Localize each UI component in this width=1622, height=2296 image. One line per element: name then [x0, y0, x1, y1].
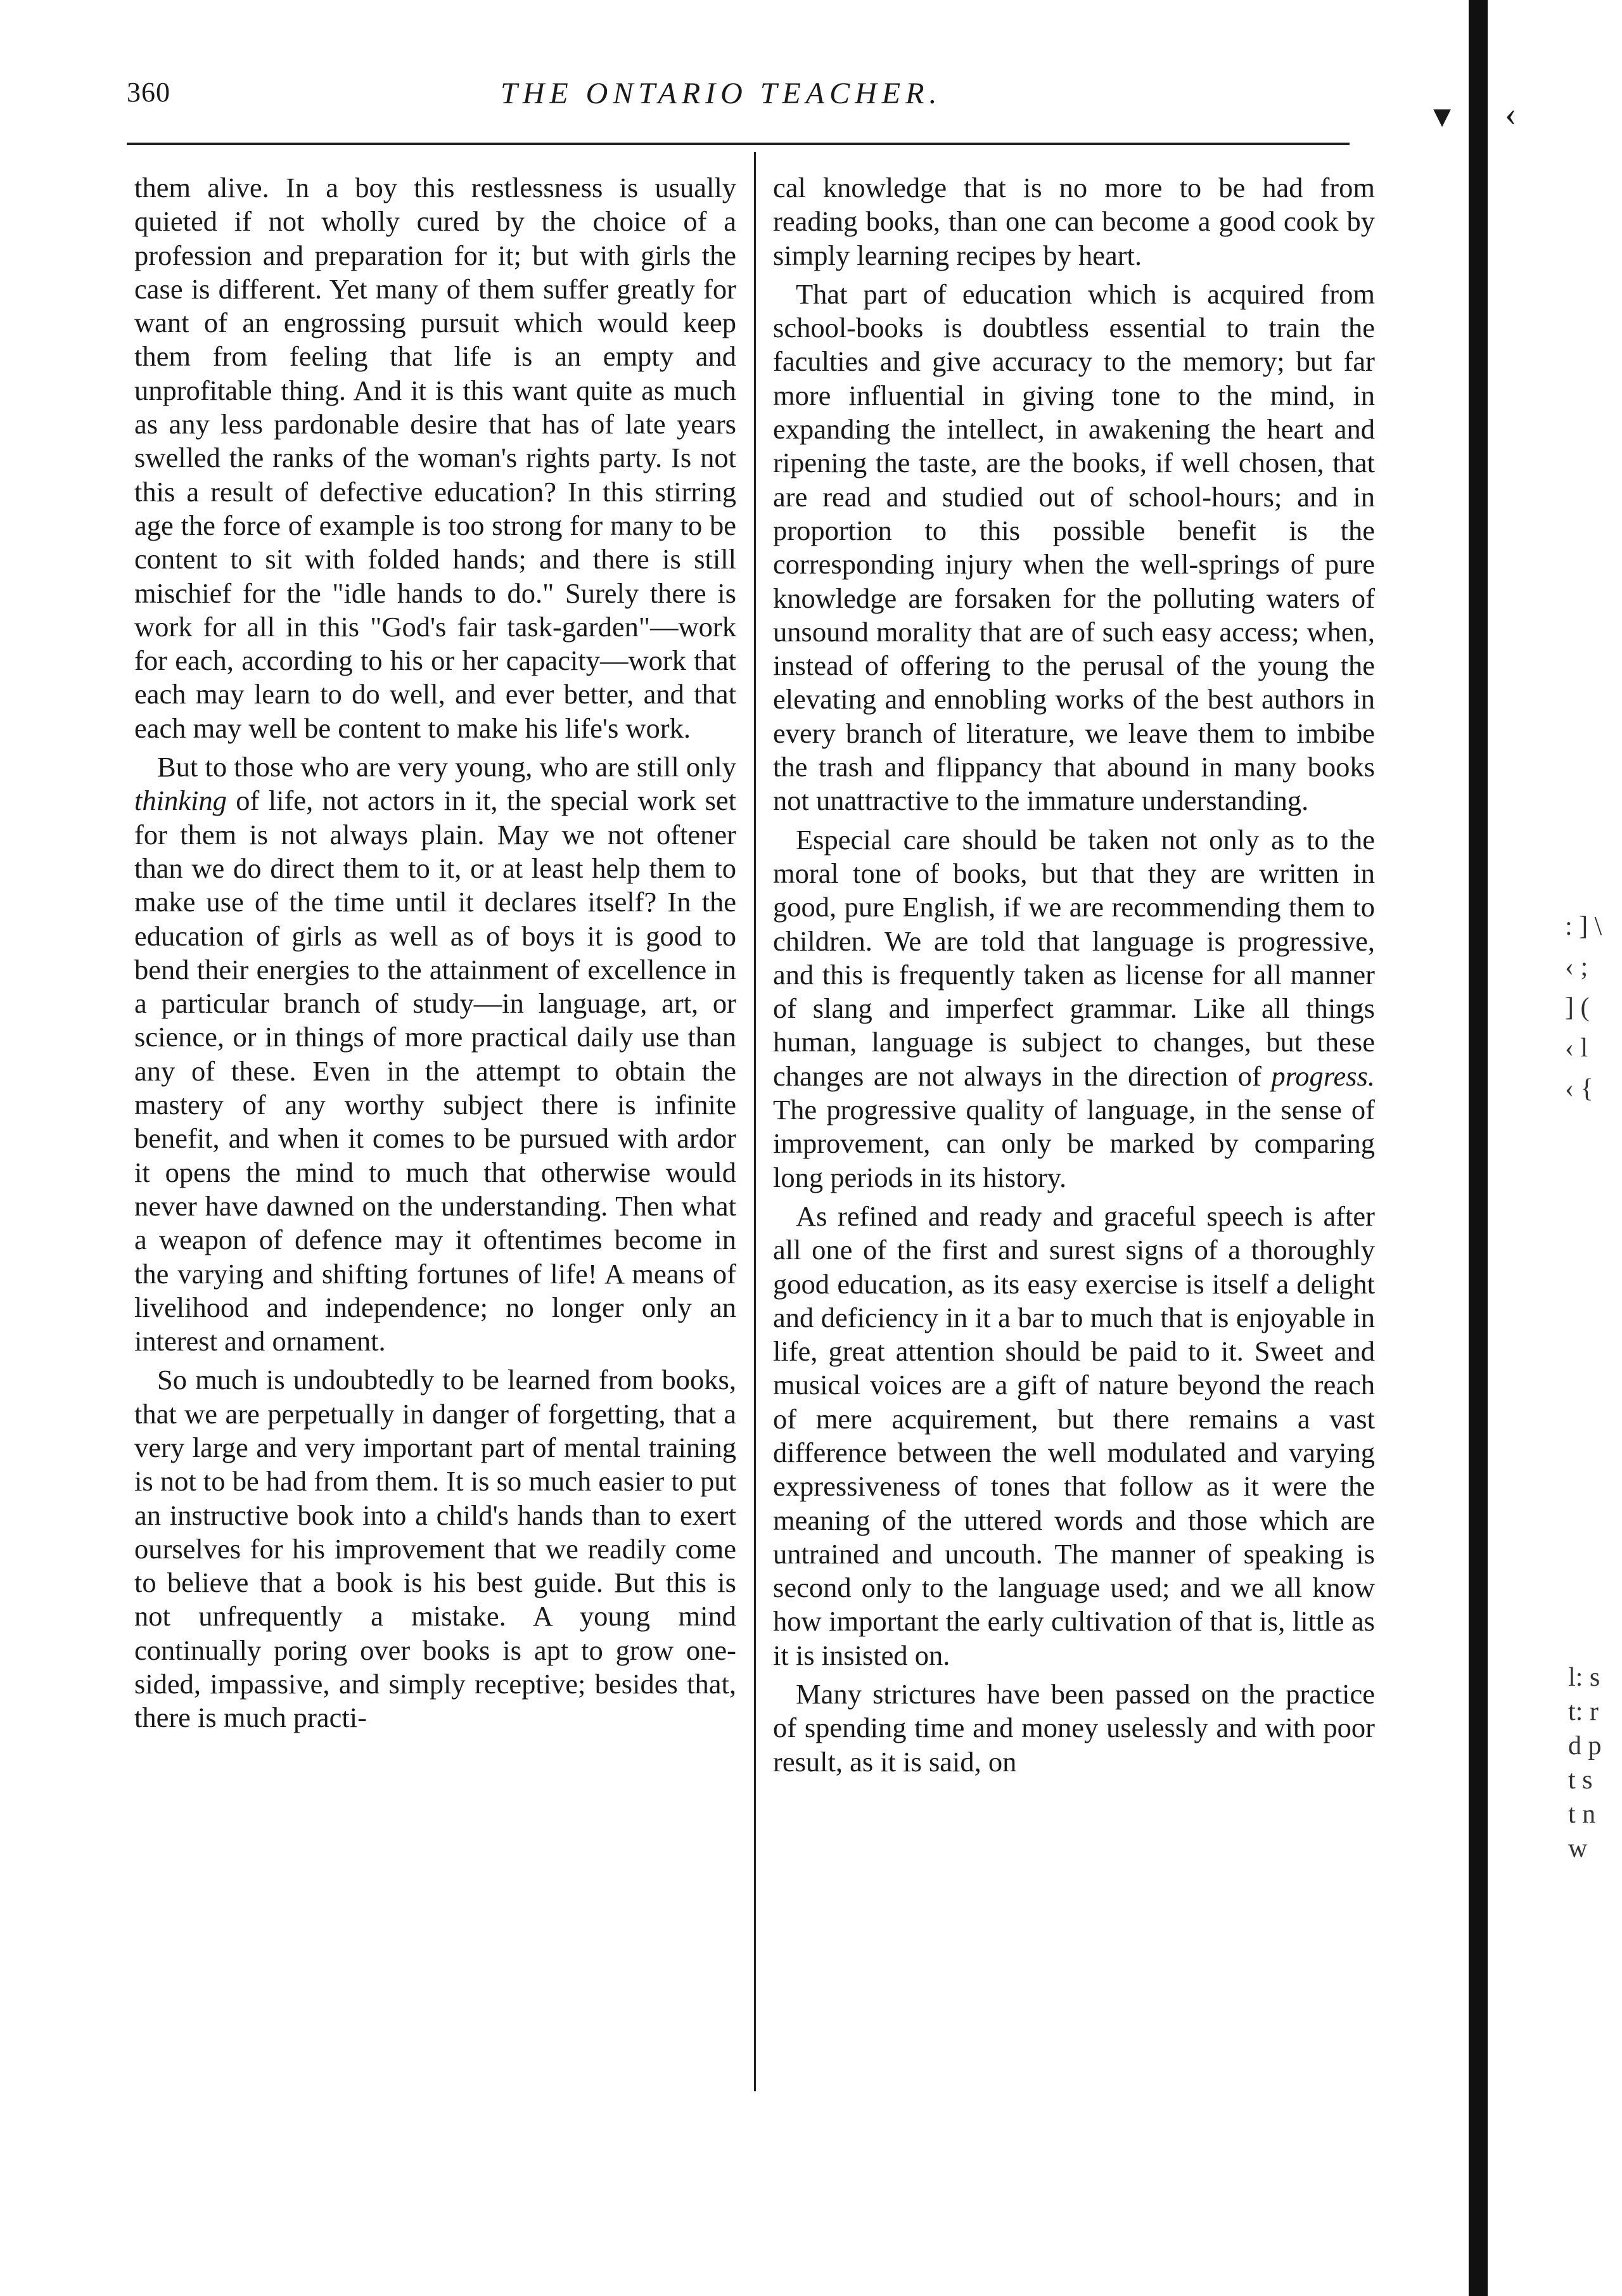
- left-paragraph-3: So much is undoubtedly to be learned from books, that we are perpetually in danger of forgetting, that a very large and very important part of mental training is not to be had from them. It is so much easier to put an instructive book into a child's hands than to exert ourselves for his improvement that we readily come to believe that a book is his best guide. But this is not unfrequently a mistake. A young mind continually poring over books is apt to grow one-sided, impassive, and simply receptive; besides that, there is much practi-: [134, 1364, 736, 1734]
- left-column: [134, 171, 736, 1735]
- page-number: 360: [127, 77, 170, 108]
- header-rule: [127, 143, 1350, 145]
- margin-mark-arrow: ▾: [1433, 96, 1452, 136]
- right-column: [773, 171, 1375, 1779]
- bleed-through-lower: l: s t: r d p t s t n w: [1568, 1663, 1602, 1863]
- right-paragraph-3-emphasis: progress.: [1271, 1060, 1375, 1092]
- right-paragraph-3-start: Especial care should be taken not only as to the moral tone of books, but that they are written in good, pure English, if we are recommending them to children. We are told that language is progressive, and this is frequently taken as license for all manner of slang and imperfect grammar. Like all things human, language is subject to changes, but these changes are not always in the direction of: [773, 823, 1375, 1092]
- column-divider: [754, 152, 756, 2091]
- right-paragraph-5: Many strictures have been passed on the practice of spending time and money uselessly and with poor result, as it is said, on: [773, 1678, 1375, 1778]
- left-paragraph-2-start: But to those who are very young, who are still only: [157, 751, 736, 783]
- left-paragraph-1: them alive. In a boy this restlessness is usually quieted if not wholly cured by the choice of a profession and preparation for it; but with girls the case is different. Yet many of them suffer greatly for want of an engrossing pursuit which would keep them from feeling that life is an empty and unprofitable thing. And it is this want quite as much as any less pardonable desire that has of late years swelled the ranks of the woman's rights party. Is not this a result of defective education? In this stirring age the force of example is too strong for many to be content to sit with folded hands; and there is still mischief for the "idle hands to do." Surely there is work for all in this "God's fair task-garden"—work for each, according to his or her capacity—work that each may learn to do well, and ever better, and that each may well be content to make his life's work.: [134, 172, 736, 744]
- right-paragraph-2: That part of education which is acquired from school-books is doubtless essential to train the faculties and give accuracy to the memory; but far more influential in giving tone to the mind, in expanding the intellect, in awakening the heart and ripening the taste, are the books, if well chosen, that are read and studied out of school-hours; and in proportion to this possible benefit is the corresponding injury when the well-springs of pure knowledge are forsaken for the polluting waters of unsound morality that are of such easy access; when, instead of offering to the perusal of the young the elevating and ennobling works of the best authors in every branch of literature, we leave them to imbibe the trash and flippancy that abound in many books not unattractive to the immature understanding.: [773, 278, 1375, 817]
- left-paragraph-2-emphasis: thinking: [134, 785, 227, 817]
- journal-title: THE ONTARIO TEACHER.: [501, 77, 942, 110]
- left-paragraph-2: [134, 750, 736, 1358]
- bleed-through-upper: : ] \ ‹ ; ] ( ‹ l ‹ {: [1565, 912, 1602, 1103]
- running-header: [127, 76, 1356, 133]
- right-paragraph-4: As refined and ready and graceful speech is after all one of the first and surest signs of a thoroughly good education, as its easy exercise is itself a delight and deficiency in it a bar to much that is enjoyable in life, great attention should be paid to it. Sweet and musical voices are a gift of nature beyond the reach of mere acquirement, but there remains a vast difference between the well modulated and varying expressiveness of tones that follow as it were the meaning of the uttered words and those which are untrained and uncouth. The manner of speaking is second only to the language used; and we all know how important the early cultivation of that is, little as it is insisted on.: [773, 1200, 1375, 1671]
- binding-edge-shadow: [1469, 0, 1488, 2296]
- right-paragraph-1: cal knowledge that is no more to be had from reading books, than one can become a good cook by simply learning recipes by heart.: [773, 172, 1375, 271]
- left-paragraph-2-end: of life, not actors in it, the special work set for them is not always plain. May we not oftener than we do direct them to it, or at least help them to make use of the time until it declares itself? In the education of girls as well as of boys it is good to bend their energies to the attainment of excellence in a particular branch of study—in language, art, or science, or in things of more practical daily use than any of these. Even in the attempt to obtain the mastery of any worthy subject there is infinite benefit, and when it comes to be pursued with ardor it opens the mind to much that otherwise would never have dawned on the understanding. Then what a weapon of defence may it oftentimes become in the varying and shifting fortunes of life! A means of livelihood and independence; no longer only an interest and ornament.: [134, 785, 736, 1357]
- right-paragraph-3: [773, 823, 1375, 1195]
- margin-mark-bracket: ‹: [1505, 94, 1517, 134]
- right-paragraph-3-end: The progressive quality of language, in the sense of improvement, can only be marked by comparing long periods in its history.: [773, 1094, 1375, 1193]
